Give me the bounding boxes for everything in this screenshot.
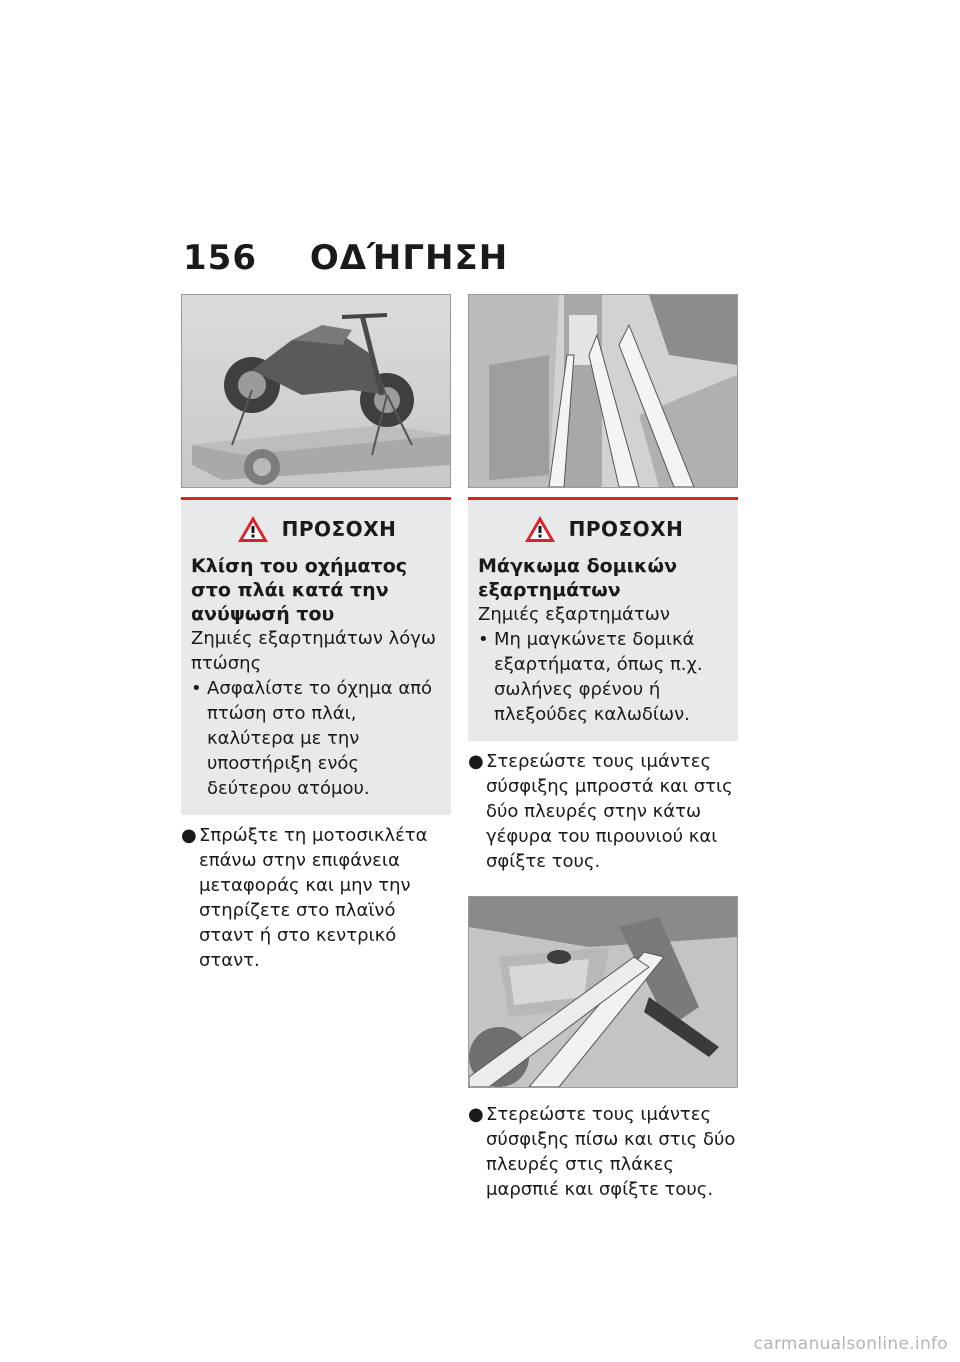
bullet-dot: ● (181, 825, 197, 846)
warning-title: ΠΡΟΣΟΧΗ (568, 517, 684, 541)
bullet-dot: • (191, 678, 202, 699)
left-column (181, 294, 451, 973)
warning-subtitle: Κλίση του οχήματος στο πλάι κατά την ανύψωσή του (191, 555, 408, 625)
step-push-motorcycle (181, 823, 451, 973)
warning-bullet (478, 627, 728, 727)
bullet-dot: • (478, 629, 489, 650)
page-header (183, 238, 508, 278)
right-column (468, 294, 738, 1202)
watermark: carmanualsonline.info (753, 1334, 948, 1354)
warning-description: Ζημιές εξαρτημάτων λόγω πτώσης (191, 628, 436, 674)
step-rear-straps (468, 1102, 738, 1202)
bullet-dot: ● (468, 751, 484, 772)
warning-triangle-icon (523, 514, 557, 544)
motorcycle-on-trailer-image (181, 294, 451, 488)
warning-title: ΠΡΟΣΟΧΗ (281, 517, 397, 541)
warning-box-jamming (468, 497, 738, 741)
front-fork-straps-image (468, 294, 738, 488)
chapter-title: ΟΔΉΓΗΣΗ (309, 238, 509, 278)
warning-description: Ζημιές εξαρτημάτων (478, 604, 670, 625)
rear-footrest-straps-image (468, 896, 738, 1088)
step-text: Στερεώστε τους ιμάντες σύσφιξης πίσω και στις δύο πλευρές στις πλάκες μαρσπιέ και σφίξτε τους. (486, 1104, 736, 1200)
warning-bullet-text: Μη μαγκώνετε δομικά εξαρτήματα, όπως π.χ. σωλήνες φρένου ή πλεξούδες καλωδίων. (494, 629, 703, 725)
warning-triangle-icon (236, 514, 270, 544)
step-text: Σπρώξτε τη μοτοσικλέτα επάνω στην επιφάνεια μεταφοράς και μην την στηρίζετε στο πλαϊνό σταντ ή στο κεντρικό σταντ. (199, 825, 428, 971)
bullet-dot: ● (468, 1104, 484, 1125)
warning-subtitle: Μάγκωμα δομικών εξαρτημάτων (478, 555, 678, 601)
step-text: Στερεώστε τους ιμάντες σύσφιξης μπροστά και στις δύο πλευρές στην κάτω γέφυρα του πιρουνιού και σφίξτε τους. (486, 751, 733, 872)
step-front-straps (468, 749, 738, 874)
warning-header (191, 514, 441, 544)
warning-box-tilt (181, 497, 451, 815)
warning-bullet-text: Ασφαλίστε το όχημα από πτώση στο πλάι, καλύτερα με την υποστήριξη ενός δεύτερου ατόμου. (207, 678, 433, 799)
warning-header (478, 514, 728, 544)
page-number: 156 (183, 238, 257, 278)
warning-bullet (191, 676, 441, 801)
